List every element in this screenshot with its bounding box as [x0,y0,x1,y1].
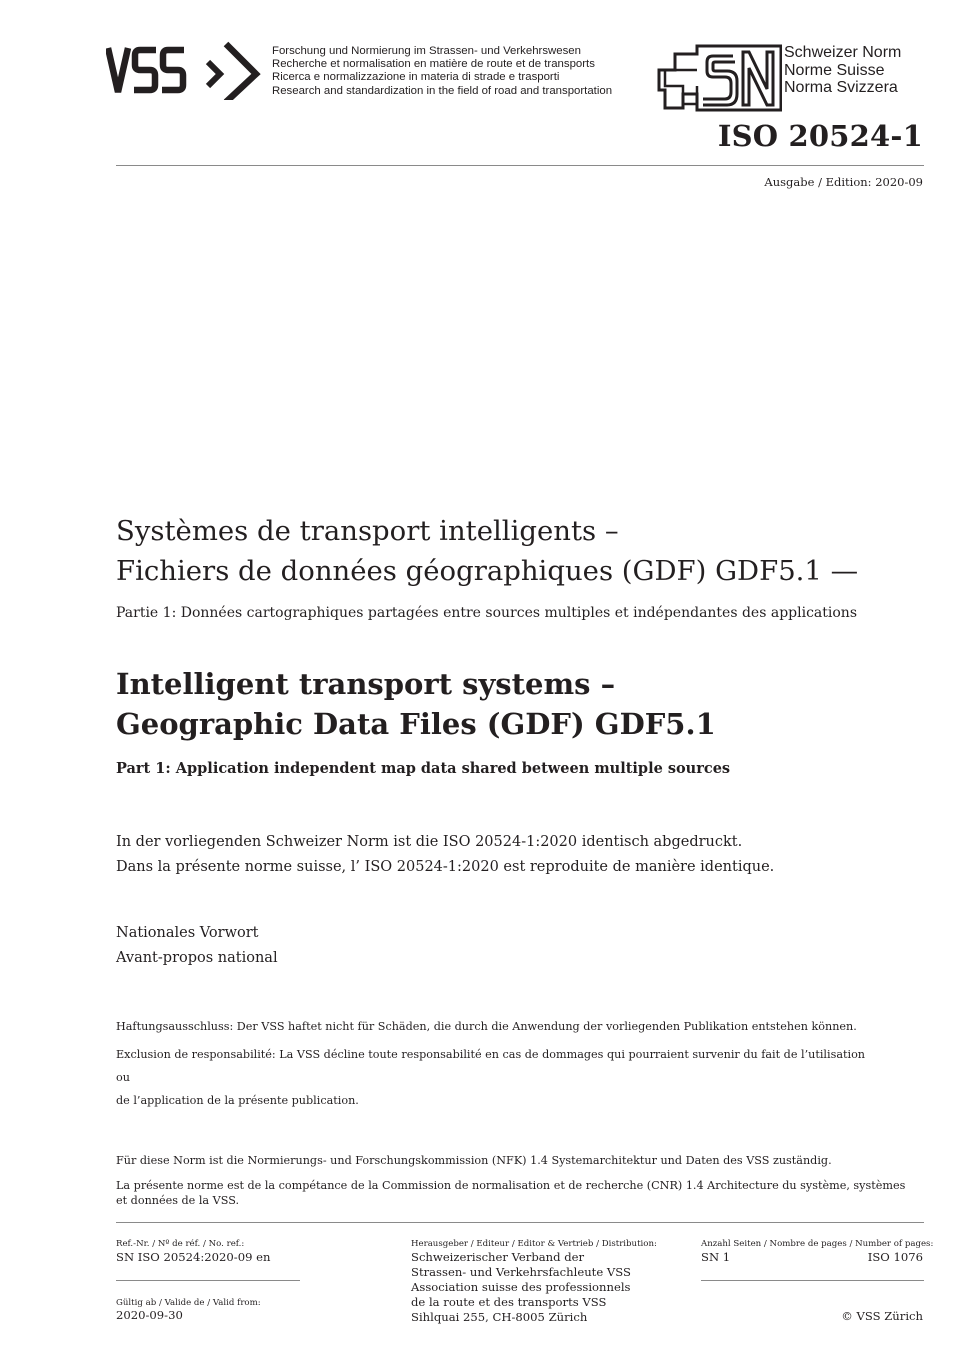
disclaimer-fr-line-1: Exclusion de responsabilité: La VSS décline toute responsabilité en cas de dommages qui pourraient survenir du fait de l’utilisation ou [116,1048,866,1084]
swiss-cross-sn-icon [657,44,782,112]
swiss-norm-names [784,44,901,97]
disclaimer-fr [116,1043,876,1112]
header-divider [116,165,924,166]
publisher-line: Schweizerischer Verband der [411,1250,585,1264]
swiss-norm-fr: Norme Suisse [784,61,885,79]
vss-logo [106,40,266,100]
swiss-norm-de: Schweizer Norm [784,44,902,61]
copyright: © VSS Zürich [841,1309,923,1323]
publisher-label: Herausgeber / Editeur / Editor & Vertrieb / Distribution: [411,1239,657,1249]
vss-tagline [272,45,612,98]
vss-logo-graphic [106,40,266,100]
vss-tagline-fr: Recherche et normalisation en matière de route et de transports [272,58,595,71]
swiss-norm-it: Norma Svizzera [784,79,898,97]
reference-divider [116,1280,300,1281]
footer-divider [116,1222,924,1223]
reference-label: Ref.-Nr. / Nº de réf. / No. ref.: [116,1239,245,1249]
page-count-sn: SN 1 [701,1250,731,1264]
vss-tagline-en: Research and standardization in the field of road and transportation [272,84,613,97]
vss-tagline-it: Ricerca e normalizzazione in materia di strade e trasporti [272,71,560,84]
standard-number: ISO 20524-1 [717,119,923,153]
disclaimer-fr-line-2: de l’application de la présente publication. [116,1094,359,1107]
identity-statement-de: In der vorliegenden Schweizer Norm ist die ISO 20524-1:2020 identisch abgedruckt. [116,834,743,850]
national-foreword-fr: Avant-propos national [116,950,278,966]
publisher-line: Sihlquai 255, CH-8005 Zürich [411,1310,588,1324]
committee-de: Für diese Norm ist die Normierungs- und Forschungskommission (NFK) 1.4 Systemarchitektur und Daten des VSS zuständig. [116,1154,832,1167]
english-subtitle: Part 1: Application independent map data shared between multiple sources [116,760,731,777]
disclaimer-de: Haftungsausschluss: Der VSS haftet nicht für Schäden, die durch die Anwendung der vorliegenden Publikation entstehen können. [116,1020,857,1033]
reference-number: SN ISO 20524:2020-09 en [116,1250,271,1264]
french-title-line-2: Fichiers de données géographiques (GDF) GDF5.1 — [116,555,859,587]
vss-tagline-de: Forschung und Normierung im Strassen- und Verkehrswesen [272,45,581,57]
valid-from-date: 2020-09-30 [116,1308,183,1322]
valid-from-label: Gültig ab / Valide de / Valid from: [116,1298,261,1308]
french-title-line-1: Systèmes de transport intelligents – [116,515,619,547]
edition-date: Ausgabe / Edition: 2020-09 [764,175,923,189]
national-foreword-de: Nationales Vorwort [116,925,259,941]
publisher-line: Strassen- und Verkehrsfachleute VSS [411,1265,631,1279]
french-subtitle: Partie 1: Données cartographiques partagées entre sources multiples et indépendantes des applications [116,605,858,621]
page-count-label: Anzahl Seiten / Nombre de pages / Number of pages: [701,1239,934,1249]
identity-statement-fr: Dans la présente norme suisse, l’ ISO 20524-1:2020 est reproduite de manière identique. [116,859,775,875]
committee-fr: La présente norme est de la compétance de la Commission de normalisation et de recherche (CNR) 1.4 Architecture du système, systèmes et données de la VSS. [116,1179,906,1207]
publisher-line: Association suisse des professionnels [411,1280,631,1294]
french-title [116,511,858,591]
publisher-address [411,1250,631,1325]
english-title-line-2: Geographic Data Files (GDF) GDF5.1 [116,707,716,741]
page-count-divider [701,1280,924,1281]
publisher-line: de la route et des transports VSS [411,1295,607,1309]
sn-logo [657,44,782,112]
english-title-line-1: Intelligent transport systems – [116,667,616,701]
english-title [116,664,716,744]
page-count-iso: ISO 1076 [867,1250,923,1264]
